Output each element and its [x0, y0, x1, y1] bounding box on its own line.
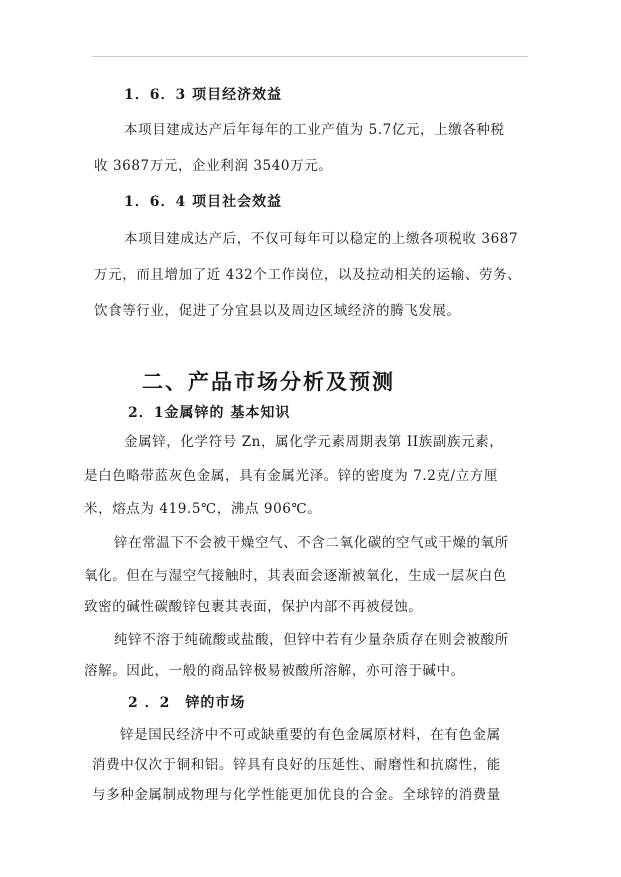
paragraph-line: 本项目建成达产后年每年的工业产值为 5.7亿元，上缴各种税 — [124, 122, 505, 138]
paragraph-line: 本项目建成达产后，不仅可每年可以稳定的上缴各项税收 3687 — [124, 231, 519, 247]
paragraph-line: 锌在常温下不会被干燥空气、不含二氧化碳的空气或干燥的氧所 — [114, 535, 509, 551]
paragraph-line: 溶解。因此，一般的商品锌极易被酸所溶解，亦可溶于碱中。 — [84, 663, 465, 679]
paragraph-line: 米，熔点为 419.5℃，沸点 906℃。 — [84, 501, 322, 517]
header-rule — [92, 56, 528, 57]
subsection-heading-zinc-basics: 2．1金属锌的 基本知识 — [128, 405, 291, 421]
section-heading-economic-benefit: 1．6．3 项目经济效益 — [124, 87, 283, 103]
chapter-title: 二、产品市场分析及预测 — [142, 369, 395, 394]
paragraph-line: 金属锌，化学符号 Zn，属化学元素周期表第 II族副族元素， — [124, 434, 504, 450]
paragraph-line: 与多种金属制成物理与化学性能更加优良的合金。全球锌的消费量 — [92, 787, 501, 803]
section-heading-social-benefit: 1．6．4 项目社会效益 — [124, 194, 283, 210]
paragraph-line: 锌是国民经济中不可或缺重要的有色金属原材料，在有色金属 — [120, 727, 501, 743]
paragraph-line: 收 3687万元，企业利润 3540万元。 — [94, 158, 333, 174]
paragraph-line: 是白色略带蓝灰色金属，具有金属光泽。锌的密度为 7.2克/立方厘 — [84, 468, 499, 484]
paragraph-line: 饮食等行业，促进了分宜县以及周边区域经济的腾飞发展。 — [94, 303, 461, 319]
paragraph-line: 致密的碱性碳酸锌包裹其表面，保护内部不再被侵蚀。 — [84, 599, 423, 615]
paragraph-line: 氧化。但在与湿空气接触时，其表面会逐渐被氧化，生成一层灰白色 — [84, 568, 507, 584]
paragraph-line: 消费中仅次于铜和铝。锌具有良好的压延性、耐磨性和抗腐性，能 — [92, 757, 501, 773]
subsection-heading-zinc-market: 2 ．2 锌的市场 — [128, 695, 246, 711]
paragraph-line: 纯锌不溶于纯硫酸或盐酸，但锌中若有少量杂质存在则会被酸所 — [114, 632, 509, 648]
paragraph-line: 万元，而且增加了近 432个工作岗位，以及拉动相关的运输、劳务、 — [94, 267, 522, 283]
